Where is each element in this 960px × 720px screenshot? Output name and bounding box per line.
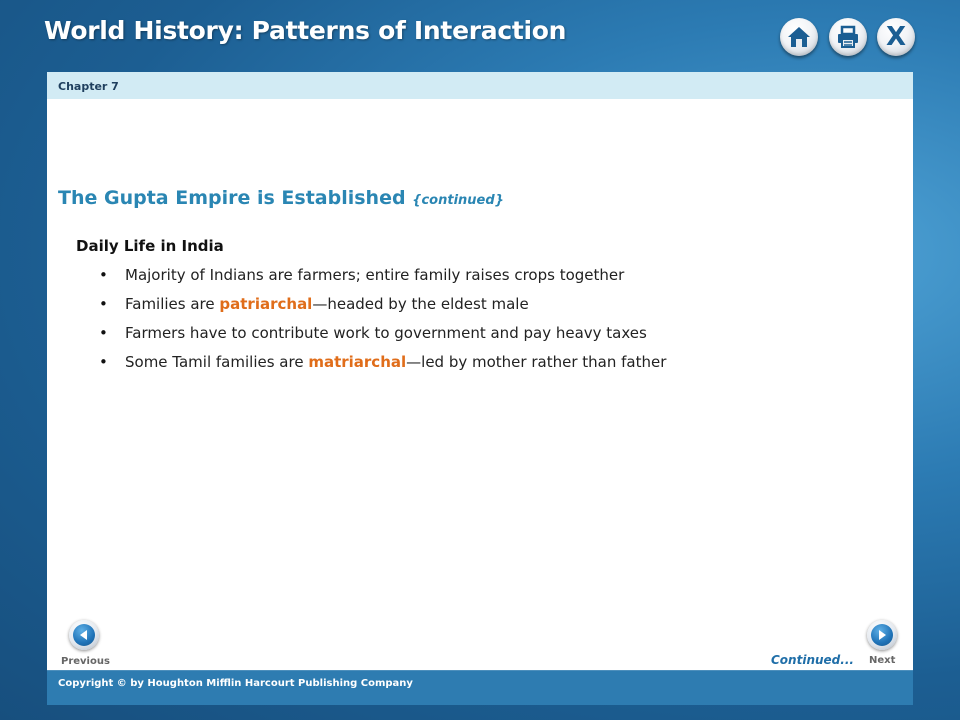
footer-bar	[47, 670, 913, 705]
section-title-text: The Gupta Empire is Established	[58, 187, 406, 209]
bullet-item	[99, 352, 667, 381]
content-panel	[47, 72, 913, 670]
arrow-right-icon	[876, 629, 888, 641]
home-button[interactable]	[780, 18, 818, 56]
bullet-text-before: Some Tamil families are	[125, 353, 309, 371]
section-title-continued: {continued}	[412, 193, 504, 208]
copyright-text: Copyright © by Houghton Mifflin Harcourt Publishing Company	[58, 678, 413, 689]
close-icon: X	[885, 22, 907, 52]
bullet-list	[99, 265, 667, 381]
bullet-marker: •	[99, 295, 108, 313]
term-patriarchal: patriarchal	[219, 295, 313, 313]
section-title	[58, 187, 504, 209]
next-label[interactable]: Next	[869, 655, 896, 666]
arrow-left-icon	[78, 629, 90, 641]
next-button[interactable]	[867, 620, 897, 650]
home-icon	[787, 26, 811, 48]
bullet-item	[99, 323, 666, 352]
bullet-text: Majority of Indians are farmers; entire family raises crops together	[125, 266, 625, 284]
bullet-marker: •	[99, 324, 108, 342]
bullet-item	[99, 294, 666, 323]
previous-button[interactable]	[69, 620, 99, 650]
previous-label[interactable]: Previous	[61, 656, 110, 667]
continued-label: Continued...	[771, 653, 854, 667]
bullet-marker: •	[99, 266, 108, 284]
printer-icon	[836, 25, 860, 49]
app-title: World History: Patterns of Interaction	[44, 16, 567, 45]
subheading: Daily Life in India	[76, 237, 224, 255]
bullet-text-before: Families are	[125, 295, 220, 313]
bullet-text-after: —headed by the eldest male	[312, 295, 529, 313]
bullet-marker: •	[99, 353, 108, 371]
chapter-bar	[47, 72, 913, 99]
bullet-text-after: —led by mother rather than father	[406, 353, 667, 371]
close-button[interactable]	[877, 18, 915, 56]
print-button[interactable]	[829, 18, 867, 56]
term-matriarchal: matriarchal	[308, 353, 407, 371]
bullet-item	[99, 265, 666, 294]
bullet-text: Farmers have to contribute work to government and pay heavy taxes	[125, 324, 647, 342]
chapter-label: Chapter 7	[58, 80, 119, 93]
